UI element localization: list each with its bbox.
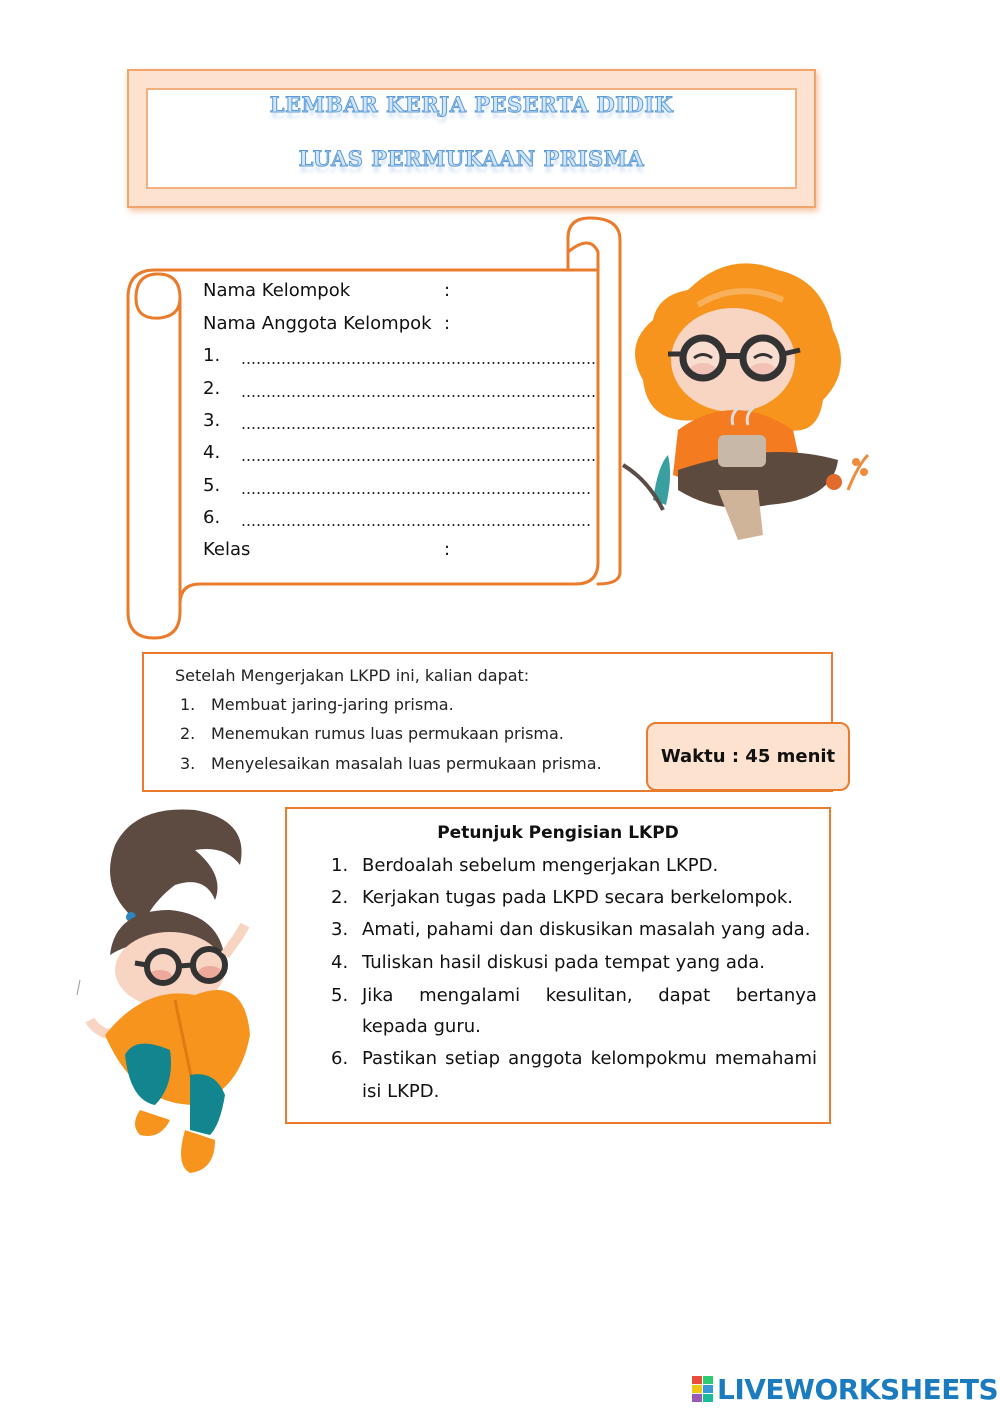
member-number: 4. — [203, 442, 221, 463]
instruction-item: Amati, pahami dan diskusikan masalah yang ada. — [362, 919, 811, 940]
member-number: 5. — [203, 475, 221, 496]
title-inner-frame — [146, 88, 797, 189]
instruction-number: 2. — [331, 887, 349, 908]
member-number: 6. — [203, 507, 221, 528]
member-number: 2. — [203, 378, 221, 399]
instruction-word: anggota — [508, 1048, 583, 1069]
member-3-field[interactable] — [241, 427, 595, 429]
logo-text: LIVEWORKSHEETS — [717, 1372, 999, 1406]
instruction-number: 5. — [331, 985, 349, 1006]
instruction-item — [362, 1048, 817, 1069]
member-1-field[interactable] — [241, 362, 595, 364]
objective-item: Membuat jaring-jaring prisma. — [211, 695, 454, 714]
members-colon: : — [444, 313, 451, 334]
member-4-field[interactable] — [241, 459, 595, 461]
group-name-field[interactable] — [462, 282, 602, 304]
time-badge — [646, 722, 850, 791]
instruction-item: Kerjakan tugas pada LKPD secara berkelompok. — [362, 887, 794, 908]
members-label: Nama Anggota Kelompok — [203, 313, 432, 334]
instruction-item: Berdoalah sebelum mengerjakan LKPD. — [362, 855, 719, 876]
objective-number: 3. — [180, 754, 196, 773]
instruction-item-continuation: kepada guru. — [362, 1016, 481, 1037]
objective-number: 2. — [180, 724, 196, 743]
instruction-item-continuation: isi LKPD. — [362, 1081, 440, 1102]
instruction-word: kelompokmu — [590, 1048, 707, 1069]
time-badge-label: Waktu : 45 menit — [660, 746, 836, 767]
instruction-word: kesulitan, — [545, 985, 633, 1006]
member-number: 1. — [203, 345, 221, 366]
instruction-number: 3. — [331, 919, 349, 940]
instruction-item — [362, 985, 817, 1006]
objective-item: Menemukan rumus luas permukaan prisma. — [211, 724, 564, 743]
group-name-colon: : — [444, 280, 451, 301]
member-number: 3. — [203, 410, 221, 431]
instruction-word: Pastikan — [362, 1048, 438, 1069]
instruction-word: setiap — [445, 1048, 501, 1069]
class-label: Kelas — [203, 539, 251, 560]
worksheet-subtitle: LUAS PERMUKAAN PRISMA — [298, 146, 645, 171]
instruction-word: mengalami — [419, 985, 521, 1006]
instruction-number: 1. — [331, 855, 349, 876]
objectives-intro: Setelah Mengerjakan LKPD ini, kalian dapat: — [175, 666, 530, 685]
instruction-word: dapat — [658, 985, 711, 1006]
title-banner — [127, 69, 816, 208]
member-5-field[interactable] — [241, 492, 591, 494]
class-field[interactable] — [462, 541, 602, 563]
logo-blocks-icon — [692, 1376, 714, 1402]
member-2-field[interactable] — [241, 395, 595, 397]
member-6-field[interactable] — [241, 524, 591, 526]
instruction-item: Tuliskan hasil diskusi pada tempat yang ada. — [362, 952, 766, 973]
liveworksheets-logo[interactable] — [692, 1374, 998, 1404]
instruction-word: memahami — [714, 1048, 817, 1069]
instructions-box — [285, 807, 831, 1124]
girl-with-coffee-illustration — [618, 250, 893, 550]
instruction-word: Jika — [362, 985, 394, 1006]
group-name-label: Nama Kelompok — [203, 280, 351, 301]
worksheet-title: LEMBAR KERJA PESERTA DIDIK — [269, 92, 674, 117]
jumping-girl-illustration — [75, 805, 265, 1180]
objective-item: Menyelesaikan masalah luas permukaan prisma. — [211, 754, 602, 773]
instruction-number: 6. — [331, 1048, 349, 1069]
instruction-word: bertanya — [735, 985, 817, 1006]
class-colon: : — [444, 539, 451, 560]
instruction-number: 4. — [331, 952, 349, 973]
objective-number: 1. — [180, 695, 196, 714]
instructions-title: Petunjuk Pengisian LKPD — [437, 823, 679, 843]
